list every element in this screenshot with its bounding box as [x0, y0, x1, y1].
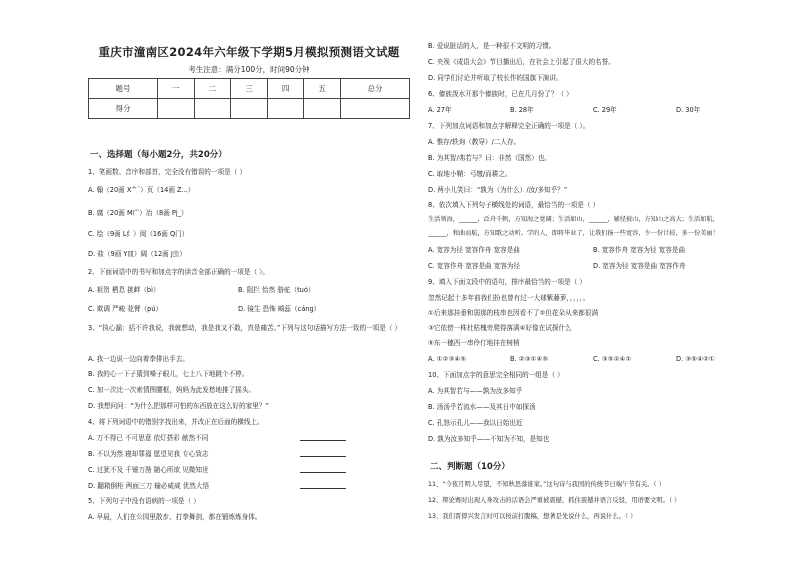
option-text: C. 过犹不及 千锤万凿 随心所欲 见微知世 [88, 466, 209, 474]
question-text: 11、“今夜月明人尽望，不知秋思落谁家。”这句诗与我国的传统节日端午节有关。（ ） [428, 481, 665, 488]
option-text: A. 我一边说一边向着拳排出手去。 [88, 355, 189, 363]
option-text: B. 阻拦 怡然 骆驼（tuó） [238, 286, 315, 294]
question-text: 1、笔画数、音序和部首，完全没有错误的一项是（ ） [88, 168, 246, 176]
question-text: 2、下面词语中的书写和加点字的读音全部正确的一项是（ ）。 [88, 268, 270, 276]
score-header-cell: 题号 [89, 79, 158, 99]
option-text: D. 盐（9画 Y皿）阔（12画 J虫） [88, 250, 186, 258]
option-text: C. 绘（9画 L纟）阅（16画 Q门） [88, 230, 189, 238]
option-text: B. 汤汤乎若流水——及其日中如探汤 [428, 403, 536, 411]
option-text: D. 孰为汝多知乎——不知为不知，是知也 [428, 435, 550, 443]
score-header-cell: 总分 [340, 79, 409, 99]
option-text: B. 不以为然 寝却罪福 愿望见我 专心致志 [88, 450, 209, 458]
question-text: 13、我们晋即兴发言时可以按前打腹稿，想著是先说什么，再说什么。（ ） [428, 513, 637, 520]
option-text: D. ③⑤④②① [676, 355, 715, 363]
option-text: D. 镜生 恐怖 畸蕊（cáng） [238, 305, 321, 313]
passage-text: ______，和曲而航，方知歌之动听。学的人，即将毕业了，让我们扬一些宽容，少一份计较，多一份美丽！ [428, 230, 719, 237]
answer-blank[interactable] [300, 450, 346, 457]
option-text: D. 我想问问：“为什么把那样可怕的东西放在这么好的家里？” [88, 402, 269, 410]
option-text: C. ③⑤②④① [593, 355, 632, 363]
option-text: C. 加一次比一次索情图腰框，妈妈为此发愁地推了摇头。 [88, 386, 256, 394]
question-text: 3、“执心漏：括不许我说，我就想动，我是我又不敢，真是痛苦。”下列与这句话描写方法一致的一项是（ ） [88, 324, 402, 332]
option-text: C. 29年 [593, 106, 617, 114]
option-text: C. 欺调 严峻 花臂（pú） [88, 305, 163, 313]
option-text: A. 翰（20画 X^¨）页（14画 Z...） [88, 186, 195, 194]
option-text: A. 为其智若与——孰为汝多知乎 [428, 387, 523, 395]
exam-notice: 考生注意：满分100分，时间90分钟 [188, 65, 310, 74]
option-text: D. 两小儿笑曰：“孰为（为什么）/汝/多知乎？” [428, 186, 568, 194]
answer-blank[interactable] [300, 466, 346, 473]
option-text: B. ②③①④⑤ [510, 355, 549, 363]
option-text: D. 宽容为径 宽容是曲 宽容作舟 [593, 262, 686, 270]
section-title-judge: 二、判断题（10分） [430, 462, 510, 472]
score-table-header [89, 79, 410, 99]
score-row-label: 得分 [89, 99, 158, 119]
score-cell[interactable] [267, 99, 304, 119]
option-text: B. 宽容作舟 宽容为径 宽容是曲 [593, 246, 686, 254]
option-text: C. 取地小鞘：弓缴/而耕之。 [428, 170, 512, 178]
option-text: B. 爱说脏话的人，是一种很不文明的习惯。 [428, 42, 556, 50]
question-text: 7、下列加点词语和加点字解释完全正确的一项是（ ）。 [428, 122, 590, 130]
section-title-choice: 一、选择题（每小题2分，共20分） [90, 150, 227, 160]
score-cell[interactable] [157, 99, 194, 119]
page-title: 重庆市潼南区2024年六年级下学期5月模拟预测语文试题 [98, 45, 400, 59]
option-text: C. 孔怒示孔儿——我以日始出近 [428, 419, 523, 427]
question-text: 4、将下列词语中的错别字找出来，并改正在后面的横线上。 [88, 418, 264, 426]
answer-blank[interactable] [300, 434, 346, 441]
question-text: 6、傣族泼水开那个傣族时，已在几月份了？（ ） [428, 90, 573, 98]
option-text: A. 宽容为径 宽容作舟 宽容是曲 [428, 246, 520, 254]
option-text: C. 央视《成语大会》节目播出后，在社会上引起了很大的名誉。 [428, 58, 615, 66]
question-text: 10、下面加点字的意思完全相同的一组是（ ） [428, 371, 564, 379]
passage-text: ①后来那挂垂和弱那的枝串也因看不了②但花朵从来都很满 [428, 309, 599, 317]
option-text: B. 腐（20画 M广）冶（8画 Pj_） [88, 209, 188, 217]
option-text: B. 我的心一下子猜到嗓子眼儿，七上八下地跳个不停。 [88, 370, 249, 378]
option-text: A. 万不得已 不可思意 依灯搭彩 献然不同 [88, 434, 209, 442]
score-header-cell: 一 [157, 79, 194, 99]
option-text: A. 早晨，人们在公园里散步、打拳舞剑，都在锻炼炼身体。 [88, 513, 262, 521]
passage-text: ③它依傍一株杜枯槐旁爬得落满④好像在试探什么 [428, 324, 572, 332]
option-text: B. 为其智/弗若与？曰：非然（国然）也。 [428, 154, 552, 162]
option-text: D. 30年 [676, 106, 701, 114]
score-header-cell: 四 [267, 79, 304, 99]
score-cell[interactable] [231, 99, 268, 119]
score-table-row [89, 99, 410, 119]
option-text: A. ①②③④⑤ [428, 355, 467, 363]
score-header-cell: 三 [231, 79, 268, 99]
option-text: D. 翻箱倒柜 两面三刀 输必威威 优然大悟 [88, 482, 210, 490]
score-cell[interactable] [304, 99, 341, 119]
option-text: D. 同学们讨论并听取了校长作的国旗下演讲。 [428, 74, 563, 82]
score-header-cell: 二 [194, 79, 231, 99]
question-text: 5、下列句子中没有语病的一项是（ ） [88, 497, 200, 505]
question-text: 12、辩论赛时出现人身攻击的话语会严重被震撼，抓住震撼并语言反驳，用语要文明。（ ） [428, 497, 681, 504]
score-header-cell: 五 [304, 79, 341, 99]
option-text: A. 27年 [428, 106, 452, 114]
answer-blank[interactable] [300, 482, 346, 489]
passage-text: ⑤东一穗西一串伶仃地挂在树梢 [428, 339, 520, 347]
option-text: A. 惟存/轶询（教导）/二人存。 [428, 138, 521, 146]
option-text: B. 28年 [510, 106, 534, 114]
passage-text: 生活领海，______，泛舟千帆，方知海之宽阔；生活如山，______，辅径披山，方知山之高大；生活如航， [428, 216, 719, 223]
option-text: A. 祖贺 栖息 挑衅（bì） [88, 286, 160, 294]
question-text: 8、依次填入下列句子横线处的词语，最恰当的一项是（ ） [428, 201, 600, 209]
question-text: 9、填入下面文段中的语句，排序最恰当的一项是（ ） [428, 278, 586, 286]
score-table [88, 78, 410, 119]
score-cell[interactable] [340, 99, 409, 119]
passage-text: 忽然记起十多年前我们扮也曾有过一大球紫藤萝，，，，，。 [428, 294, 590, 302]
option-text: C. 宽容作舟 宽容是曲 宽容为径 [428, 262, 521, 270]
score-cell[interactable] [194, 99, 231, 119]
